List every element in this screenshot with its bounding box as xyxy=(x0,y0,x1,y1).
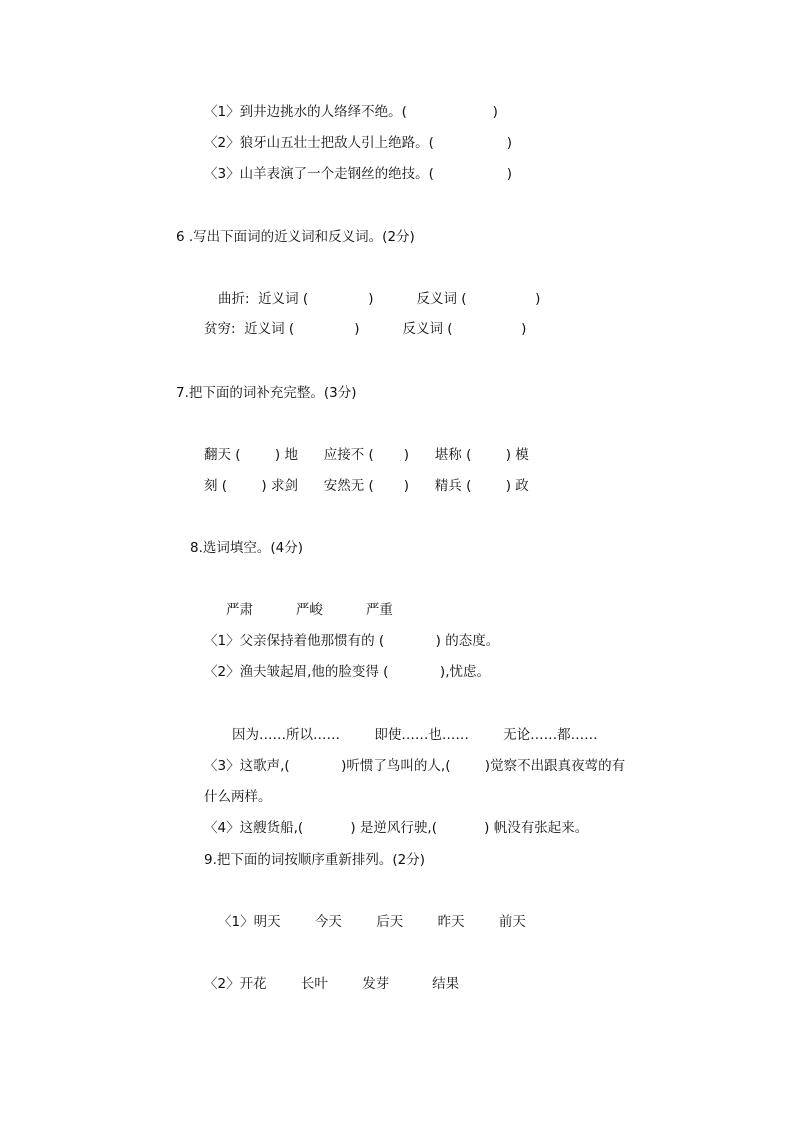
q8-word-choices-2: 因为……所以…… 即使……也…… 无论……都…… xyxy=(232,727,598,743)
q8-item-2: 〈2〉渔夫皱起眉,他的脸变得 ( ),忧虑。 xyxy=(204,664,490,680)
q7-row-2: 刻 ( ) 求剑 安然无 ( ) 精兵 ( ) 政 xyxy=(204,478,529,494)
q8-item-3-line-2: 什么两样。 xyxy=(204,789,272,805)
q5-item-3: 〈3〉山羊表演了一个走钢丝的绝技。( ) xyxy=(204,166,513,182)
q9-row-2: 〈2〉开花 长叶 发芽 结果 xyxy=(204,976,460,992)
q8-item-3-line-1: 〈3〉这歌声,( )听惯了鸟叫的人,( )觉察不出跟真夜莺的有 xyxy=(204,758,626,774)
q8-word-choices-1: 严肃 严峻 严重 xyxy=(226,602,393,618)
q5-item-1: 〈1〉到井边挑水的人络绎不绝。( ) xyxy=(204,104,498,120)
q6-title: 6 .写出下面词的近义词和反义词。(2分) xyxy=(176,229,415,245)
q7-title: 7.把下面的词补充完整。(3分) xyxy=(176,385,357,401)
q9-title: 9.把下面的词按顺序重新排列。(2分) xyxy=(204,852,426,868)
q8-item-1: 〈1〉父亲保持着他那惯有的 ( ) 的态度。 xyxy=(204,633,500,649)
q8-item-4: 〈4〉这艘货船,( ) 是逆风行驶,( ) 帆没有张起来。 xyxy=(204,820,589,836)
q8-title: 8.选词填空。(4分) xyxy=(190,540,304,556)
q6-row-1: 曲折: 近义词 ( ) 反义词 ( ) xyxy=(218,291,541,307)
q7-row-1: 翻天 ( ) 地 应接不 ( ) 堪称 ( ) 模 xyxy=(204,447,529,463)
q6-row-2: 贫穷: 近义词 ( ) 反义词 ( ) xyxy=(204,321,527,337)
q5-item-2: 〈2〉狼牙山五壮士把敌人引上绝路。( ) xyxy=(204,135,513,151)
q9-row-1: 〈1〉明天 今天 后天 昨天 前天 xyxy=(218,914,526,930)
